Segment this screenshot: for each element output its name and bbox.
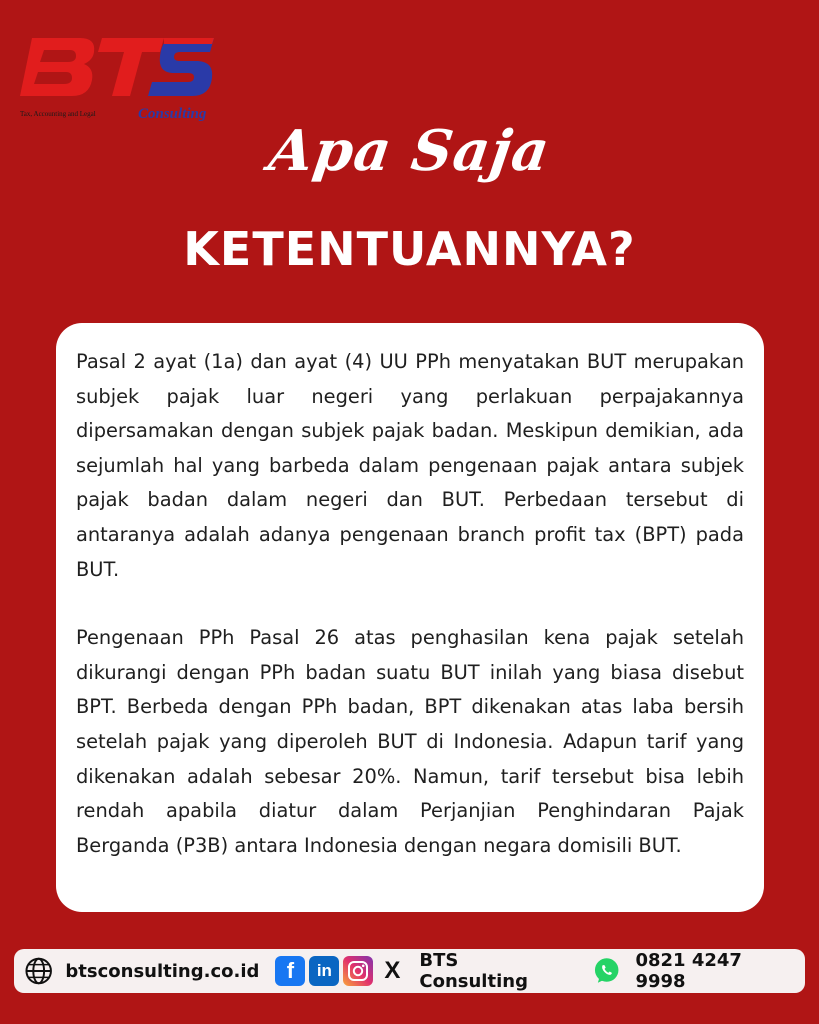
instagram-icon[interactable]	[343, 956, 373, 986]
content-card	[56, 323, 764, 912]
instagram-glyph	[347, 960, 369, 982]
facebook-icon[interactable]: f	[275, 956, 305, 986]
social-links	[275, 956, 407, 986]
whatsapp-icon[interactable]	[592, 956, 621, 986]
logo-consulting-text: Consulting	[138, 106, 207, 122]
heading-script: Apa Saja	[265, 118, 554, 184]
linkedin-icon[interactable]: in	[309, 956, 339, 986]
website-link[interactable]: btsconsulting.co.id	[65, 960, 260, 982]
brand-logo	[14, 34, 214, 126]
footer-bar	[14, 949, 805, 993]
globe-icon	[24, 956, 53, 986]
paragraph-2: Pengenaan PPh Pasal 26 atas penghasilan kena pajak setelah dikurangi dengan PPh badan suatu BUT inilah yang biasa disebut BPT. Berbeda dengan PPh badan, BPT dikenakan atas laba bersih setelah pajak yang diperoleh BUT di Indonesia. Adapun tarif yang dikenakan adalah sebesar 20%. Namun, tarif tersebut bisa lebih rendah apabila diatur dalam Perjanjian Penghindaran Pajak Berganda (P3B) antara Indonesia dengan negara domisili BUT.	[76, 626, 744, 857]
bts-logo-mark	[14, 34, 214, 104]
logo-tagline: Tax, Accounting and Legal	[20, 110, 96, 118]
paragraph-1: Pasal 2 ayat (1a) dan ayat (4) UU PPh menyatakan BUT merupakan subjek pajak luar negeri yang perlakuan perpajakannya dipersamakan dengan subjek pajak badan. Meskipun demikian, ada sejumlah hal yang barbeda dalam pengenaan pajak antara subjek pajak badan dalam negeri dan BUT. Perbedaan tersebut di antaranya adalah adanya pengenaan branch profit tax (BPT) pada BUT.	[76, 350, 744, 581]
brand-name: BTS Consulting	[419, 950, 528, 992]
heading-main: KETENTUANNYA?	[183, 222, 636, 276]
phone-number[interactable]: 0821 4247 9998	[635, 950, 742, 992]
x-icon[interactable]: X	[384, 957, 401, 984]
